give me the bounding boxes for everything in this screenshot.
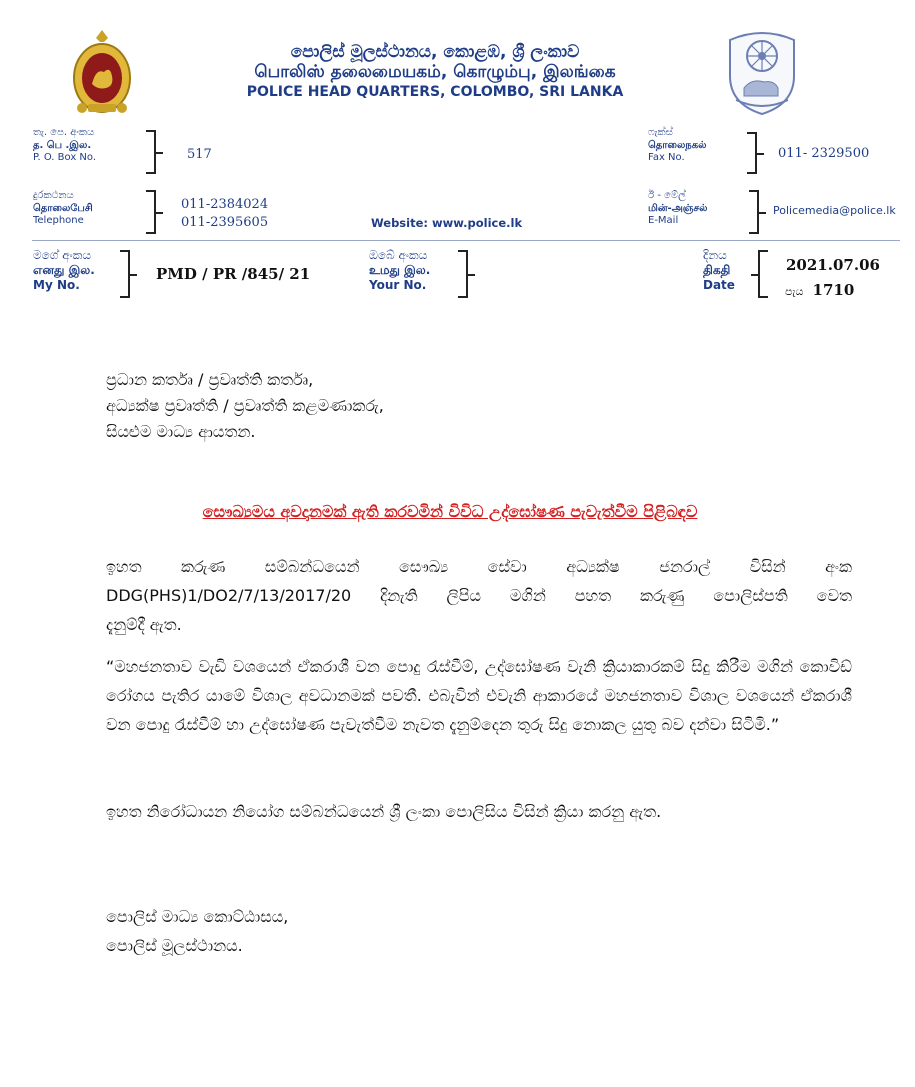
quote-paragraph: “මහජනතාව වැඩි වශයෙන් ඒකරාශී වන පොදු රැස්වීම්, උද්ඝෝෂණ වැනි ක්‍රියාකාරකම් සිදු කිරීම මගින් කොවිඩ් රෝගය පැතිර යාමේ විශාල අවධානමක් පවතී. එබැවින් එවැනි ආකාරයේ මහජනතාව විශාල වශයෙන් ඒකරාශී වන පොදු රැස්වීම් හා උද්ඝෝෂණ පැවැත්වීම නැවත දැනුම්දෙන තුරු සිදු නොකල යුතු බව දන්වා සිටිමි.” xyxy=(106,657,852,734)
telephone-label: දුරකථනය தொலைபேசி Telephone xyxy=(33,190,93,226)
your-no-label: ඔබේ අංකය உமது இல. Your No. xyxy=(369,248,431,292)
header-english: POLICE HEAD QUARTERS, COLOMBO, SRI LANKA xyxy=(246,84,624,100)
recipients xyxy=(106,367,852,445)
my-no-label: මගේ අංකය எனது இல. My No. xyxy=(33,248,95,292)
time-row xyxy=(785,280,854,299)
recipient-line: අධ්‍යක්ෂ ප්‍රවෘත්ති / ප්‍රවෘත්ති කළමණාකරු, xyxy=(106,396,384,415)
sri-lanka-emblem xyxy=(70,28,134,116)
time-value: 1710 xyxy=(812,281,855,299)
subject-line: සෞඛ්‍යමය අවදානමක් ඇති කරවමින් විවිධ උද්ඝෝෂණ පැවැත්වීම පිළිබඳව xyxy=(202,502,698,521)
paragraph-3: ඉහත නිරෝධායන නියෝග සම්බන්ධයෙන් ශ්‍රී ලංකා පොලිසිය විසින් ක්‍රියා කරනු ඇත. xyxy=(106,802,662,821)
header-divider xyxy=(32,240,900,241)
paragraph-1: ඉහත කරුණ සම්බන්ධයෙන් සෞඛ්‍ය සේවා අධ්‍යක්ෂ ජනරාල් විසින් අංක DDG(PHS)1/DO2/7/13/2017/20 දිනැති ලිපිය මගින් පහත කරුණු පොලිස්පති වෙත දැනුම්දී ඇත. xyxy=(106,557,852,634)
date-label: දිනය திகதி Date xyxy=(703,248,735,292)
date-value: 2021.07.06 xyxy=(786,256,880,274)
recipient-line: ප්‍රධාන කර්තෘ / ප්‍රවෘත්ති කර්තෘ, xyxy=(106,370,314,389)
pobox-label: තැ. පෙ. අංකය த. பெ .இல. P. O. Box No. xyxy=(33,127,97,163)
telephone-value-2: 011-2395605 xyxy=(181,215,269,230)
website: Website: www.police.lk xyxy=(371,216,523,230)
pobox-value: 517 xyxy=(187,147,212,162)
header-tamil: பொலிஸ் தலைமையகம், கொழும்பு, இலங்கை xyxy=(254,62,616,82)
email-bracket xyxy=(749,190,759,234)
date-bracket xyxy=(758,250,768,298)
email-value: Policemedia@police.lk xyxy=(773,204,896,217)
signature-line: පොලිස් මාධ්‍ය කොට්ඨාසය, xyxy=(106,907,289,926)
telephone-value-1: 011-2384024 xyxy=(181,197,269,212)
fax-bracket xyxy=(747,132,757,174)
police-emblem xyxy=(722,26,802,116)
time-label: පැය xyxy=(785,285,804,298)
fax-label: ෆැක්ස් தொலைநகல் Fax No. xyxy=(648,127,707,163)
email-label: ඊ - මේල් மின்-அஞ்சல் E-Mail xyxy=(648,190,708,226)
your-no-bracket xyxy=(458,250,468,298)
telephone-bracket xyxy=(146,190,156,234)
recipient-line: සියළුම මාධ්‍ය ආයතන. xyxy=(106,422,256,441)
my-no-bracket xyxy=(120,250,130,298)
signature-line: පොලිස් මූලස්ථානය. xyxy=(106,936,243,955)
my-no-value: PMD / PR /845/ 21 xyxy=(156,265,311,283)
signature xyxy=(106,902,852,960)
pobox-bracket xyxy=(146,130,156,174)
header-sinhala: පොලිස් මූලස්ථානය, කොළඹ, ශ්‍රී ලංකාව xyxy=(290,42,580,62)
fax-value: 011- 2329500 xyxy=(778,146,870,161)
